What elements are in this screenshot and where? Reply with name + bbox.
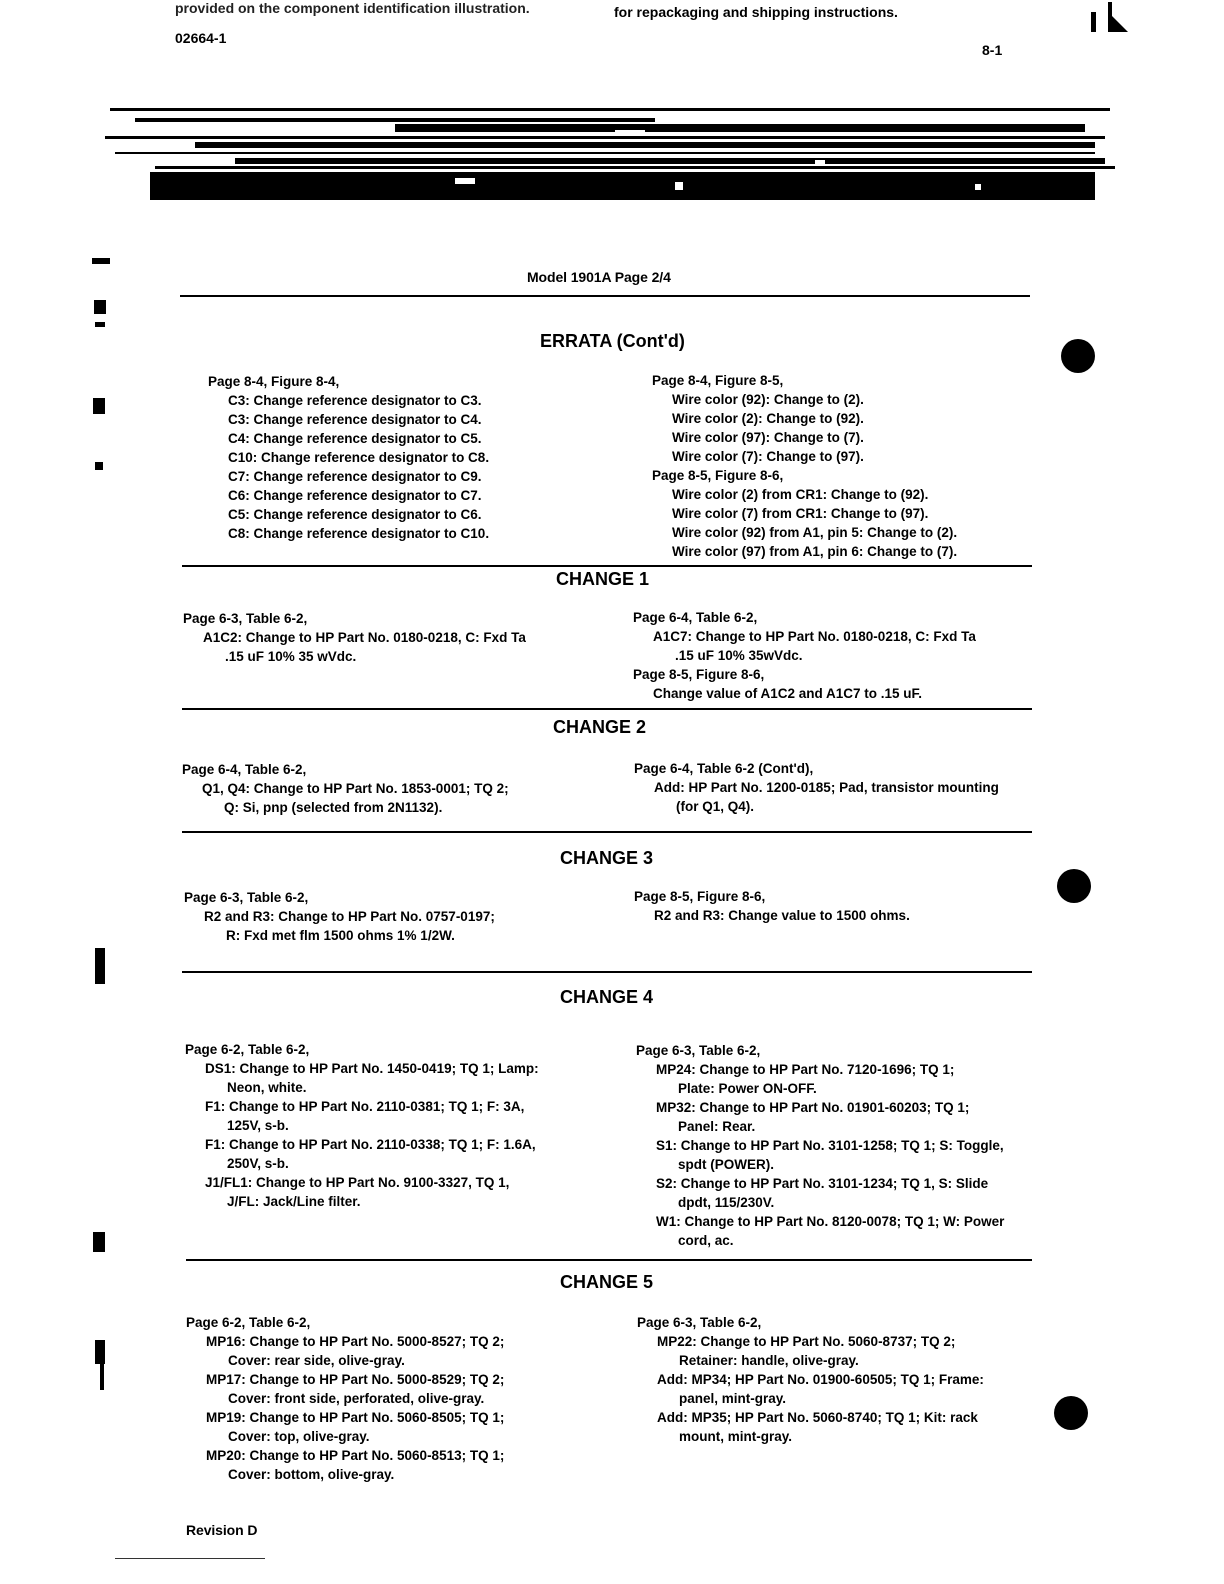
margin-mark (95, 322, 105, 327)
change-line: Cover: bottom, olive-gray. (228, 1467, 395, 1482)
change-line: R: Fxd met flm 1500 ohms 1% 1/2W. (226, 928, 455, 943)
change-line: Q: Si, pnp (selected from 2N1132). (224, 800, 443, 815)
change-line: MP24: Change to HP Part No. 7120-1696; TQ 1; (656, 1062, 955, 1077)
reference-heading: Page 8-4, Figure 8-5, (652, 373, 784, 388)
change-line: mount, mint-gray. (679, 1429, 792, 1444)
change-line: MP32: Change to HP Part No. 01901-60203; TQ 1; (656, 1100, 970, 1115)
change-line: Wire color (92): Change to (2). (672, 392, 864, 407)
reference-heading: Page 8-5, Figure 8-6, (634, 889, 766, 904)
change-line: C5: Change reference designator to C6. (228, 507, 482, 522)
change-line: spdt (POWER). (678, 1157, 774, 1172)
change-line: Add: HP Part No. 1200-0185; Pad, transistor mounting (654, 780, 999, 795)
change-5-title: CHANGE 5 (560, 1272, 654, 1292)
revision-label: Revision D (186, 1522, 258, 1538)
page-number: 8-1 (982, 42, 1003, 58)
change-line: MP16: Change to HP Part No. 5000-8527; TQ 2; (206, 1334, 505, 1349)
change-line: MP20: Change to HP Part No. 5060-8513; TQ 1; (206, 1448, 505, 1463)
change-line: F1: Change to HP Part No. 2110-0381; TQ 1; F: 3A, (205, 1099, 525, 1114)
change-4-left-column (185, 1040, 539, 1211)
change-3-left-column (184, 888, 495, 945)
model-page-label: Model 1901A Page 2/4 (527, 269, 671, 285)
change-line: cord, ac. (678, 1233, 734, 1248)
reference-heading: Page 8-5, Figure 8-6, (652, 468, 784, 483)
errata-right-column (652, 371, 957, 561)
header-rule (180, 295, 1030, 297)
change-line: Panel: Rear. (678, 1119, 756, 1134)
change-line: MP22: Change to HP Part No. 5060-8737; TQ 2; (657, 1334, 956, 1349)
change-2-left-column (182, 760, 509, 817)
change-line: Cover: rear side, olive-gray. (228, 1353, 405, 1368)
reference-heading: Page 6-4, Table 6-2 (Cont'd), (634, 761, 814, 776)
change-line: Q1, Q4: Change to HP Part No. 1853-0001; TQ 2; (202, 781, 509, 796)
change-1-left-column (183, 609, 526, 666)
scan-mark (1091, 12, 1096, 32)
change-2-title: CHANGE 2 (553, 717, 647, 737)
reference-heading: Page 6-4, Table 6-2, (633, 610, 758, 625)
section-rule (182, 831, 1032, 833)
change-5-right-column (637, 1313, 984, 1446)
change-line: C3: Change reference designator to C4. (228, 412, 482, 427)
change-3-right-column (634, 887, 910, 925)
change-line: 125V, s-b. (227, 1118, 289, 1133)
margin-mark (93, 1232, 105, 1252)
footer-scan-line (115, 1558, 265, 1559)
change-line: J/FL: Jack/Line filter. (227, 1194, 361, 1209)
change-line: MP17: Change to HP Part No. 5000-8529; TQ 2; (206, 1372, 505, 1387)
margin-mark (93, 398, 105, 414)
change-line: DS1: Change to HP Part No. 1450-0419; TQ 1; Lamp: (205, 1061, 539, 1076)
section-rule (182, 565, 1032, 567)
binder-hole-dot (1054, 1396, 1088, 1430)
errata-left-column (208, 372, 489, 543)
scan-noise-band (95, 100, 1125, 202)
change-4-title: CHANGE 4 (560, 987, 654, 1007)
margin-mark (92, 258, 110, 264)
header-top-left: provided on the component identification illustration. (175, 0, 530, 16)
change-line: A1C2: Change to HP Part No. 0180-0218, C: Fxd Ta (203, 630, 526, 645)
reference-heading: Page 6-4, Table 6-2, (182, 762, 307, 777)
binder-hole-dot (1057, 869, 1091, 903)
change-line: MP19: Change to HP Part No. 5060-8505; TQ 1; (206, 1410, 505, 1425)
reference-heading: Page 6-3, Table 6-2, (636, 1043, 761, 1058)
change-line: C8: Change reference designator to C10. (228, 526, 490, 541)
change-1-title: CHANGE 1 (556, 569, 650, 589)
change-line: S2: Change to HP Part No. 3101-1234; TQ 1, S: Slide (656, 1176, 989, 1191)
change-line: Add: MP35; HP Part No. 5060-8740; TQ 1; Kit: rack (657, 1410, 978, 1425)
change-line: W1: Change to HP Part No. 8120-0078; TQ 1; W: Power (656, 1214, 1005, 1229)
change-5-left-column (186, 1313, 504, 1484)
change-line: Cover: top, olive-gray. (228, 1429, 370, 1444)
change-line: R2 and R3: Change value to 1500 ohms. (654, 908, 910, 923)
change-line: 250V, s-b. (227, 1156, 289, 1171)
margin-mark (94, 300, 106, 314)
change-line: Wire color (97) from A1, pin 6: Change to (7). (672, 544, 958, 559)
reference-heading: Page 6-3, Table 6-2, (637, 1315, 762, 1330)
change-line: Neon, white. (227, 1080, 307, 1095)
section-rule (182, 708, 1032, 710)
change-line: Wire color (7): Change to (97). (672, 449, 864, 464)
change-line: Retainer: handle, olive-gray. (679, 1353, 859, 1368)
margin-mark (95, 462, 103, 470)
change-1-right-column (633, 608, 976, 703)
section-rule (182, 971, 1032, 973)
change-line: Plate: Power ON-OFF. (678, 1081, 817, 1096)
header-top-right: for repackaging and shipping instructions. (614, 4, 898, 20)
errata-title: ERRATA (Cont'd) (540, 331, 685, 351)
reference-heading: Page 6-2, Table 6-2, (186, 1315, 311, 1330)
doc-number: 02664-1 (175, 30, 227, 46)
change-line: C10: Change reference designator to C8. (228, 450, 490, 465)
change-line: (for Q1, Q4). (676, 799, 755, 814)
change-line: J1/FL1: Change to HP Part No. 9100-3327, TQ 1, (205, 1175, 510, 1190)
change-line: .15 uF 10% 35 wVdc. (225, 649, 357, 664)
change-line: C4: Change reference designator to C5. (228, 431, 482, 446)
change-line: Wire color (97): Change to (7). (672, 430, 864, 445)
change-line: S1: Change to HP Part No. 3101-1258; TQ 1; S: Toggle, (656, 1138, 1004, 1153)
change-line: R2 and R3: Change to HP Part No. 0757-0197; (204, 909, 495, 924)
change-line: Change value of A1C2 and A1C7 to .15 uF. (653, 686, 923, 701)
reference-heading: Page 6-2, Table 6-2, (185, 1042, 310, 1057)
change-line: Wire color (2): Change to (92). (672, 411, 864, 426)
margin-mark (100, 1360, 104, 1390)
change-4-right-column (636, 1041, 1004, 1250)
change-line: Cover: front side, perforated, olive-gray. (228, 1391, 485, 1406)
change-2-right-column (634, 759, 999, 816)
change-line: panel, mint-gray. (679, 1391, 787, 1406)
change-line: Wire color (92) from A1, pin 5: Change to (2). (672, 525, 958, 540)
change-line: .15 uF 10% 35wVdc. (675, 648, 803, 663)
change-line: Wire color (7) from CR1: Change to (97). (672, 506, 929, 521)
scan-artifact-icon (1106, 2, 1130, 32)
change-line: dpdt, 115/230V. (678, 1195, 775, 1210)
margin-mark (95, 948, 105, 984)
change-3-title: CHANGE 3 (560, 848, 654, 868)
reference-heading: Page 6-3, Table 6-2, (184, 890, 309, 905)
change-line: C6: Change reference designator to C7. (228, 488, 482, 503)
change-line: Wire color (2) from CR1: Change to (92). (672, 487, 929, 502)
change-line: A1C7: Change to HP Part No. 0180-0218, C: Fxd Ta (653, 629, 976, 644)
binder-hole-dot (1061, 339, 1095, 373)
change-line: Add: MP34; HP Part No. 01900-60505; TQ 1; Frame: (657, 1372, 984, 1387)
reference-heading: Page 8-4, Figure 8-4, (208, 374, 340, 389)
reference-heading: Page 8-5, Figure 8-6, (633, 667, 765, 682)
section-rule (186, 1259, 1032, 1261)
reference-heading: Page 6-3, Table 6-2, (183, 611, 308, 626)
change-line: C7: Change reference designator to C9. (228, 469, 482, 484)
change-line: F1: Change to HP Part No. 2110-0338; TQ 1; F: 1.6A, (205, 1137, 536, 1152)
change-line: C3: Change reference designator to C3. (228, 393, 482, 408)
